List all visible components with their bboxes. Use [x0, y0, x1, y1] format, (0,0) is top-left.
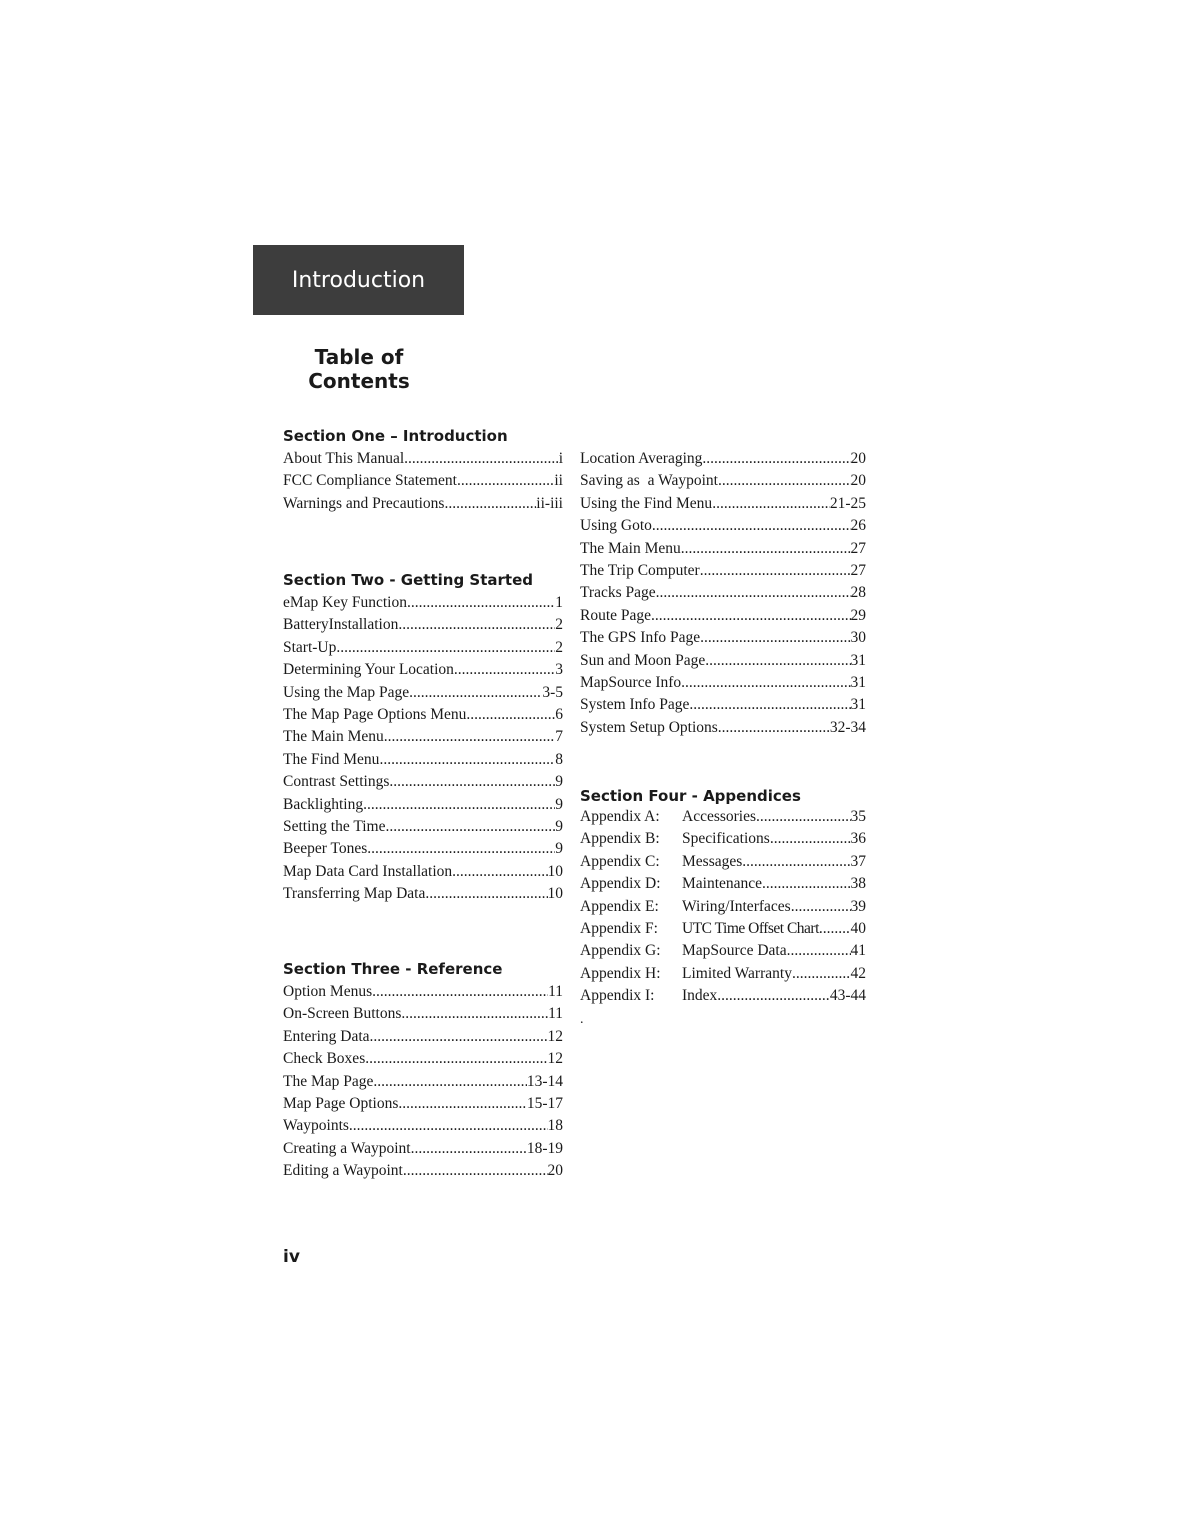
appendix-label: Specifications — [682, 830, 770, 848]
appendix-entry[interactable] — [580, 808, 866, 830]
toc-entry[interactable] — [580, 495, 866, 517]
toc-entry[interactable] — [283, 1140, 563, 1162]
toc-entry-page: 9 — [555, 795, 563, 813]
toc-entry-label: Setting the Time — [283, 817, 386, 835]
toc-entry-label: Using Goto — [580, 517, 652, 535]
toc-entry-label: Using the Map Page — [283, 683, 410, 701]
toc-entry[interactable] — [580, 696, 866, 718]
dot-leader — [681, 674, 850, 692]
section-three-heading: Section Three - Reference — [283, 960, 503, 978]
toc-entry-label: Transferring Map Data — [283, 885, 426, 903]
dot-leader — [389, 773, 555, 791]
toc-entry-page: 9 — [555, 773, 563, 791]
toc-entry[interactable] — [283, 818, 563, 840]
toc-entry-label: The Trip Computer — [580, 561, 700, 579]
toc-entry[interactable] — [580, 450, 866, 472]
toc-entry-page: 7 — [555, 728, 563, 746]
toc-entry-page: 20 — [850, 472, 866, 490]
dot-leader — [365, 1050, 547, 1068]
dot-leader — [363, 796, 555, 814]
toc-entry[interactable] — [283, 751, 563, 773]
toc-entry-label: The Main Menu — [283, 728, 384, 746]
dot-leader — [689, 696, 850, 714]
toc-entry[interactable] — [283, 983, 563, 1005]
toc-entry-page: 27 — [850, 561, 866, 579]
toc-entry[interactable] — [580, 517, 866, 539]
toc-entry[interactable] — [580, 607, 866, 629]
appendix-key: Appendix A: — [580, 808, 660, 825]
toc-entry[interactable] — [283, 472, 563, 494]
dot-leader — [742, 853, 850, 871]
toc-entry-label: MapSource Info — [580, 673, 682, 691]
dot-leader — [386, 818, 556, 836]
toc-entry-label: Waypoints — [283, 1117, 349, 1135]
toc-entry-page: 15-17 — [526, 1094, 563, 1112]
toc-entry-page: 11 — [548, 983, 563, 1000]
dot-leader — [454, 661, 555, 679]
dot-leader — [700, 562, 851, 580]
toc-entry[interactable] — [283, 1050, 563, 1072]
toc-entry-label: About This Manual — [283, 450, 405, 467]
toc-entry-label: Creating a Waypoint — [283, 1139, 411, 1157]
dot-leader — [457, 472, 554, 490]
toc-entry-page: 13-14 — [526, 1072, 563, 1090]
toc-entry-page: 10 — [547, 885, 563, 903]
dot-leader — [403, 1162, 548, 1180]
toc-entry-label: Saving as a Waypoint — [580, 472, 718, 490]
toc-entry[interactable] — [283, 1028, 563, 1050]
toc-entry-page: 3 — [555, 661, 563, 679]
toc-entry[interactable] — [283, 1162, 563, 1184]
appendix-label: MapSource Data — [682, 942, 787, 960]
dot-leader — [349, 1117, 548, 1135]
appendix-page: 42 — [850, 964, 866, 982]
toc-entry-page: 31 — [850, 673, 866, 691]
toc-entry[interactable] — [283, 863, 563, 885]
dot-leader — [792, 965, 851, 983]
toc-entry-page: 2 — [555, 638, 563, 656]
appendix-key: Appendix C: — [580, 852, 660, 870]
dot-leader — [373, 1073, 526, 1091]
dot-leader — [398, 616, 555, 634]
toc-entry-label: Map Page Options — [283, 1094, 399, 1112]
dot-leader — [407, 594, 555, 612]
toc-entry-label: Warnings and Precautions — [283, 494, 445, 512]
toc-entry-label: The Map Page Options Menu — [283, 705, 467, 723]
dot-leader — [791, 898, 851, 916]
dot-leader — [336, 639, 555, 657]
appendix-page: 41 — [850, 942, 866, 960]
appendix-key: Appendix I: — [580, 987, 655, 1005]
toc-entry-label: The GPS Info Page — [580, 629, 701, 647]
toc-entry[interactable] — [283, 495, 563, 517]
section-tab — [253, 245, 464, 315]
toc-entry-label: The Main Menu — [580, 539, 681, 557]
toc-entry-label: On-Screen Buttons — [283, 1005, 402, 1023]
section-tab-label: Introduction — [291, 267, 426, 293]
toc-entry[interactable] — [283, 616, 563, 638]
appendix-label: Index — [682, 987, 718, 1005]
toc-entry-page: 32-34 — [829, 718, 866, 736]
appendix-key: Appendix F: — [580, 919, 658, 937]
toc-entry[interactable] — [580, 674, 866, 696]
toc-entry[interactable] — [283, 728, 563, 750]
appendix-label: Wiring/Interfaces — [682, 897, 791, 915]
dot-leader — [409, 684, 542, 702]
toc-entry[interactable] — [580, 652, 866, 674]
toc-entry-label: Sun and Moon Page — [580, 651, 706, 669]
toc-entry-label: Using the Find Menu — [580, 494, 713, 512]
toc-entry-page: 18 — [547, 1117, 563, 1135]
dot-leader — [702, 450, 850, 468]
dot-leader — [452, 863, 547, 881]
appendix-page: 43-44 — [829, 987, 866, 1005]
dot-leader — [425, 885, 547, 903]
toc-entry-page: 9 — [555, 817, 563, 835]
toc-entry-label: System Setup Options — [580, 718, 718, 736]
section-three-continued-list — [580, 450, 866, 741]
appendix-key: Appendix G: — [580, 942, 661, 960]
appendix-entry[interactable] — [580, 875, 866, 897]
toc-entry[interactable] — [580, 719, 866, 741]
dot-leader — [398, 1095, 526, 1113]
appendix-page: 39 — [850, 897, 866, 915]
toc-entry-label: Tracks Page — [580, 584, 656, 602]
section-four-heading: Section Four - Appendices — [580, 787, 801, 805]
dot-leader — [712, 495, 830, 513]
toc-entry[interactable] — [283, 594, 563, 616]
appendix-entry[interactable] — [580, 987, 866, 1009]
dot-leader — [401, 1005, 548, 1023]
toc-entry-page: 11 — [548, 1005, 563, 1023]
toc-entry[interactable] — [580, 629, 866, 651]
dot-leader — [681, 540, 851, 558]
dot-leader — [718, 472, 851, 490]
toc-entry-label: Location Averaging — [580, 450, 703, 467]
toc-entry-page: 8 — [555, 750, 563, 768]
toc-entry[interactable] — [283, 1095, 563, 1117]
appendix-entry[interactable] — [580, 853, 866, 875]
toc-entry-page: 18-19 — [526, 1139, 563, 1157]
toc-entry-page: ii-iii — [536, 494, 563, 512]
toc-entry[interactable] — [283, 796, 563, 818]
toc-entry-label: eMap Key Function — [283, 594, 407, 611]
toc-entry[interactable] — [283, 1073, 563, 1095]
toc-entry[interactable] — [580, 540, 866, 562]
page-title-line-2: Contents — [308, 369, 410, 393]
appendix-page: 35 — [850, 808, 866, 825]
appendix-page: 38 — [850, 875, 866, 893]
dot-leader — [762, 875, 850, 893]
toc-entry-page: 31 — [850, 651, 866, 669]
toc-entry-label: Backlighting — [283, 795, 364, 813]
toc-entry-label: Beeper Tones — [283, 840, 368, 858]
toc-entry-label: Option Menus — [283, 983, 373, 1000]
dot-leader — [367, 840, 555, 858]
appendix-page: 37 — [850, 852, 866, 870]
toc-entry[interactable] — [283, 639, 563, 661]
toc-entry-label: Route Page — [580, 606, 652, 624]
toc-entry-page: i — [558, 450, 563, 467]
dot-leader — [656, 584, 851, 602]
toc-entry-page: ii — [554, 472, 563, 490]
dot-leader — [819, 920, 851, 938]
toc-entry-page: 28 — [850, 584, 866, 602]
appendix-page: 40 — [850, 919, 866, 937]
toc-entry-page: 26 — [850, 517, 866, 535]
dot-leader — [770, 830, 851, 848]
toc-entry[interactable] — [283, 450, 563, 472]
dot-leader — [370, 1028, 548, 1046]
appendix-entry[interactable] — [580, 898, 866, 920]
toc-entry-label: The Find Menu — [283, 750, 380, 768]
appendix-entry[interactable] — [580, 942, 866, 964]
page-title — [290, 345, 428, 393]
appendix-key: Appendix D: — [580, 875, 661, 893]
dot-leader — [756, 808, 850, 826]
toc-entry[interactable] — [580, 472, 866, 494]
appendix-label: Limited Warranty — [682, 964, 792, 982]
toc-entry-label: Entering Data — [283, 1027, 370, 1045]
toc-entry[interactable] — [283, 1117, 563, 1139]
section-one-list — [283, 450, 563, 517]
toc-entry-page: 10 — [547, 862, 563, 880]
appendix-key: Appendix H: — [580, 964, 661, 982]
appendix-key: Appendix E: — [580, 897, 659, 915]
toc-entry-page: 6 — [555, 705, 563, 723]
toc-entry[interactable] — [283, 684, 563, 706]
dot-leader — [411, 1140, 527, 1158]
toc-entry-page: 21-25 — [829, 494, 866, 512]
toc-entry-label: Contrast Settings — [283, 773, 390, 791]
toc-entry-page: 3-5 — [542, 683, 563, 701]
dot-leader — [718, 719, 830, 737]
toc-entry-label: BatteryInstallation — [283, 616, 399, 634]
dot-leader — [717, 987, 830, 1005]
appendix-label: Maintenance — [682, 875, 763, 893]
dot-leader — [379, 751, 555, 769]
section-two-list — [283, 594, 563, 907]
section-one-heading: Section One – Introduction — [283, 427, 508, 445]
page-number: iv — [283, 1247, 300, 1267]
toc-entry-page: 9 — [555, 840, 563, 858]
toc-entry-page: 12 — [547, 1050, 563, 1068]
toc-entry[interactable] — [283, 706, 563, 728]
dot-leader — [404, 450, 559, 468]
toc-entry-label: System Info Page — [580, 696, 690, 714]
dot-leader — [384, 728, 556, 746]
toc-entry[interactable] — [283, 840, 563, 862]
toc-entry-page: 12 — [547, 1027, 563, 1045]
dot-leader — [651, 607, 850, 625]
appendix-page: 36 — [850, 830, 866, 848]
toc-entry-label: Map Data Card Installation — [283, 862, 453, 880]
toc-entry-label: Editing a Waypoint — [283, 1162, 403, 1180]
appendix-entry[interactable] — [580, 830, 866, 852]
appendix-entry[interactable] — [580, 920, 866, 942]
appendix-label: Messages — [682, 852, 743, 870]
toc-entry[interactable] — [580, 584, 866, 606]
section-three-list — [283, 983, 563, 1185]
dot-leader — [652, 517, 851, 535]
toc-entry-page: 27 — [850, 539, 866, 557]
appendix-key: Appendix B: — [580, 830, 660, 848]
toc-entry-page: 20 — [850, 450, 866, 467]
dot-leader — [787, 942, 851, 960]
appendix-entry[interactable] — [580, 965, 866, 987]
section-four-list — [580, 808, 866, 1010]
dot-leader — [444, 495, 536, 513]
toc-entry-label: Start-Up — [283, 638, 337, 656]
toc-entry-label: Determining Your Location — [283, 661, 454, 679]
toc-entry-page: 20 — [547, 1162, 563, 1180]
toc-entry[interactable] — [283, 885, 563, 907]
appendix-label: Accessories — [682, 808, 757, 825]
section-two-heading: Section Two - Getting Started — [283, 571, 533, 589]
toc-entry-page: 29 — [850, 606, 866, 624]
toc-entry-page: 1 — [555, 594, 563, 611]
dot-leader — [466, 706, 555, 724]
toc-entry-page: 2 — [555, 616, 563, 634]
toc-entry-label: Check Boxes — [283, 1050, 366, 1068]
dot-leader — [372, 983, 548, 1001]
stray-mark: . — [580, 1012, 584, 1027]
toc-entry[interactable] — [283, 661, 563, 683]
toc-entry[interactable] — [283, 1005, 563, 1027]
appendix-label: UTC Time Offset Chart — [682, 919, 819, 937]
toc-entry[interactable] — [283, 773, 563, 795]
dot-leader — [700, 629, 850, 647]
toc-entry-label: FCC Compliance Statement — [283, 472, 457, 490]
page-title-line-1: Table of — [314, 345, 404, 369]
dot-leader — [705, 652, 850, 670]
toc-entry-label: The Map Page — [283, 1072, 374, 1090]
toc-entry-page: 31 — [850, 696, 866, 714]
toc-entry[interactable] — [580, 562, 866, 584]
toc-entry-page: 30 — [850, 629, 866, 647]
